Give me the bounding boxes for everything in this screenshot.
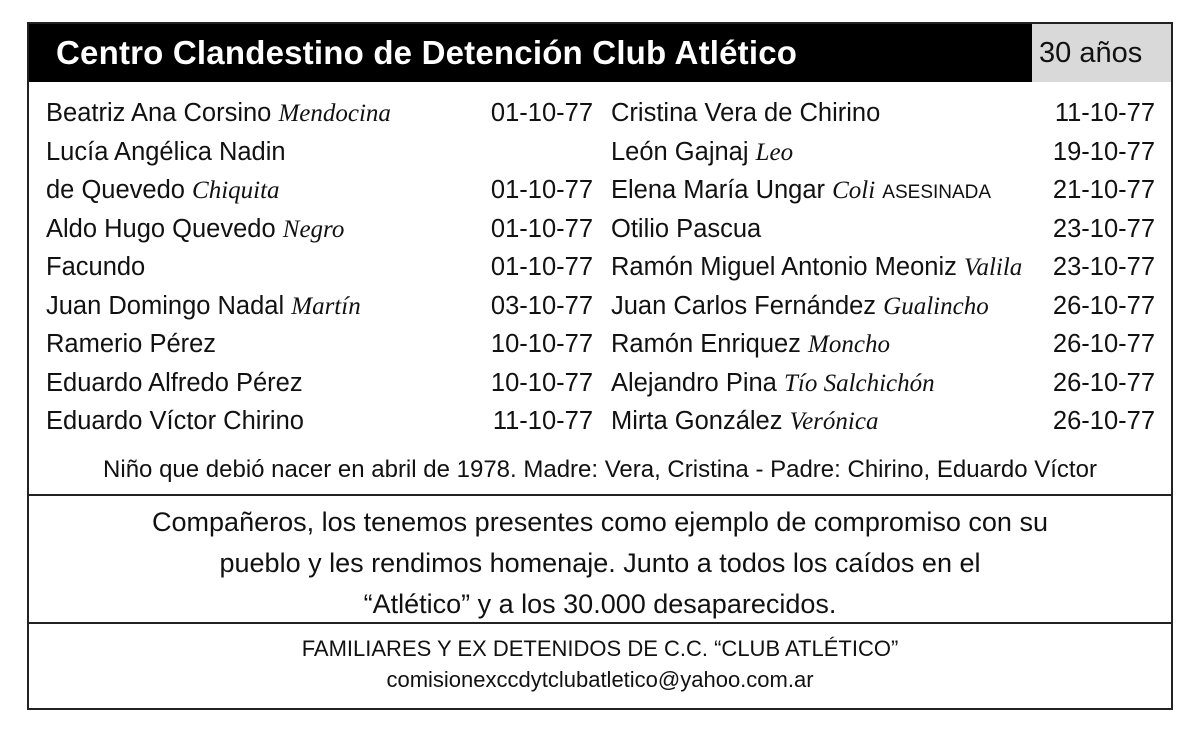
victim-entry	[46, 133, 593, 172]
victim-alias: Gualincho	[883, 292, 989, 320]
memorial-notice	[27, 22, 1173, 710]
victim-entry	[46, 210, 593, 249]
victim-name-group	[611, 325, 890, 365]
victim-name-group	[611, 248, 1022, 288]
victim-name-group	[46, 171, 280, 211]
victim-name: Mirta González	[611, 407, 783, 435]
disappearance-date: 01-10-77	[490, 99, 593, 127]
victim-alias: Moncho	[808, 331, 890, 358]
notice-title: Centro Clandestino de Detención Club Atlético	[29, 24, 1032, 82]
victim-name-group	[611, 402, 878, 442]
victim-entry	[611, 171, 1155, 210]
victim-name-group	[46, 210, 344, 250]
disappearance-date: 19-10-77	[1052, 137, 1155, 166]
victim-entry	[611, 364, 1155, 403]
disappearance-date: 01-10-77	[490, 176, 593, 204]
disappearance-date: 11-10-77	[492, 407, 593, 435]
tribute-line: “Atlético” y a los 30.000 desaparecidos.	[363, 589, 837, 619]
tribute-line: pueblo y les rendimos homenaje. Junto a todos los caídos en el	[219, 548, 981, 578]
victim-name-group	[46, 94, 391, 134]
victim-alias: Verónica	[789, 408, 879, 435]
victim-name: Eduardo Víctor Chirino	[46, 407, 304, 435]
victim-name: Juan Carlos Fernández	[611, 291, 877, 320]
victim-entry	[46, 287, 593, 326]
disappearance-date: 26-10-77	[1052, 407, 1155, 435]
victim-name: Aldo Hugo Quevedo	[46, 214, 276, 243]
victim-name-group	[611, 287, 989, 327]
victim-entry	[611, 133, 1155, 172]
victim-entry	[611, 325, 1155, 364]
header-bar	[29, 24, 1171, 82]
disappearance-date: 23-10-77	[1052, 214, 1155, 243]
victim-name: Ramón Miguel Antonio Meoniz	[611, 253, 957, 281]
victim-name: Facundo	[46, 253, 146, 281]
victim-name: Alejandro Pina	[611, 368, 777, 397]
victim-alias: Valila	[963, 254, 1023, 281]
disappearance-date: 03-10-77	[490, 291, 593, 320]
victim-alias: Leo	[755, 138, 794, 166]
victim-entry	[46, 402, 593, 441]
victim-name-group	[611, 364, 935, 404]
victim-name: Beatriz Ana Corsino	[46, 99, 272, 127]
victim-entry	[46, 171, 593, 210]
victim-name: Juan Domingo Nadal	[46, 291, 285, 320]
victim-name-group	[46, 287, 361, 327]
disappearance-date: 01-10-77	[490, 214, 593, 243]
victim-name: Otilio Pascua	[611, 214, 762, 243]
disappearance-date: 26-10-77	[1052, 291, 1155, 320]
victim-name-group	[46, 325, 216, 364]
victim-entry	[46, 325, 593, 364]
victims-list-left	[46, 94, 593, 441]
victim-name-group	[611, 210, 761, 249]
signing-organization: FAMILIARES Y EX DETENIDOS DE C.C. “CLUB ATLÉTICO”	[301, 636, 899, 661]
victim-alias: Tío Salchichón	[783, 369, 935, 397]
victim-alias: Martín	[291, 292, 361, 320]
victim-name-group	[46, 248, 145, 287]
anniversary-badge: 30 años	[1032, 24, 1171, 82]
victim-entry	[611, 248, 1155, 287]
victim-entry	[46, 94, 593, 133]
victim-name: de Quevedo	[46, 176, 185, 204]
victim-name: Ramerio Pérez	[46, 330, 217, 358]
victim-alias: Mendocina	[278, 100, 391, 127]
victim-entry	[611, 210, 1155, 249]
victim-name-group	[46, 364, 303, 403]
victim-name-group	[611, 133, 793, 173]
victim-status-note: ASESINADA	[882, 182, 992, 203]
victim-name-group	[611, 94, 880, 133]
victim-name: Eduardo Alfredo Pérez	[46, 368, 303, 397]
victim-name-group	[46, 133, 286, 172]
victim-entry	[46, 248, 593, 287]
divider	[29, 622, 1171, 624]
disappearance-date: 10-10-77	[490, 330, 593, 358]
disappearance-date: 21-10-77	[1052, 176, 1155, 204]
victim-name-group	[46, 402, 304, 441]
victim-alias: Chiquita	[192, 177, 280, 204]
disappearance-date: 11-10-77	[1054, 99, 1155, 127]
victim-name: Lucía Angélica Nadin	[46, 137, 286, 166]
unborn-child-note: Niño que debió nacer en abril de 1978. Madre: Vera, Cristina - Padre: Chirino, Eduardo Víctor	[103, 456, 1097, 483]
victim-name: Ramón Enriquez	[611, 330, 801, 358]
disappearance-date: 26-10-77	[1052, 330, 1155, 358]
tribute-line: Compañeros, los tenemos presentes como ejemplo de compromiso con su	[152, 507, 1048, 537]
victim-entry	[611, 94, 1155, 133]
victim-name: Cristina Vera de Chirino	[611, 99, 881, 127]
victim-entry	[46, 364, 593, 403]
disappearance-date: 01-10-77	[490, 253, 593, 281]
disappearance-date: 23-10-77	[1052, 253, 1155, 281]
victim-name: León Gajnaj	[611, 137, 749, 166]
tribute-message	[29, 502, 1171, 625]
contact-email: comisionexccdytclubatletico@yahoo.com.ar	[386, 667, 814, 692]
divider	[29, 494, 1171, 496]
victim-alias: Negro	[282, 215, 345, 243]
disappearance-date: 26-10-77	[1052, 368, 1155, 397]
victim-name-group	[611, 171, 991, 213]
victim-entry	[611, 287, 1155, 326]
signature-block	[29, 633, 1171, 695]
victim-name: Elena María Ungar	[611, 176, 826, 204]
victim-alias: Coli	[832, 177, 876, 204]
victims-list-right	[611, 94, 1155, 441]
victim-entry	[611, 402, 1155, 441]
disappearance-date: 10-10-77	[490, 368, 593, 397]
